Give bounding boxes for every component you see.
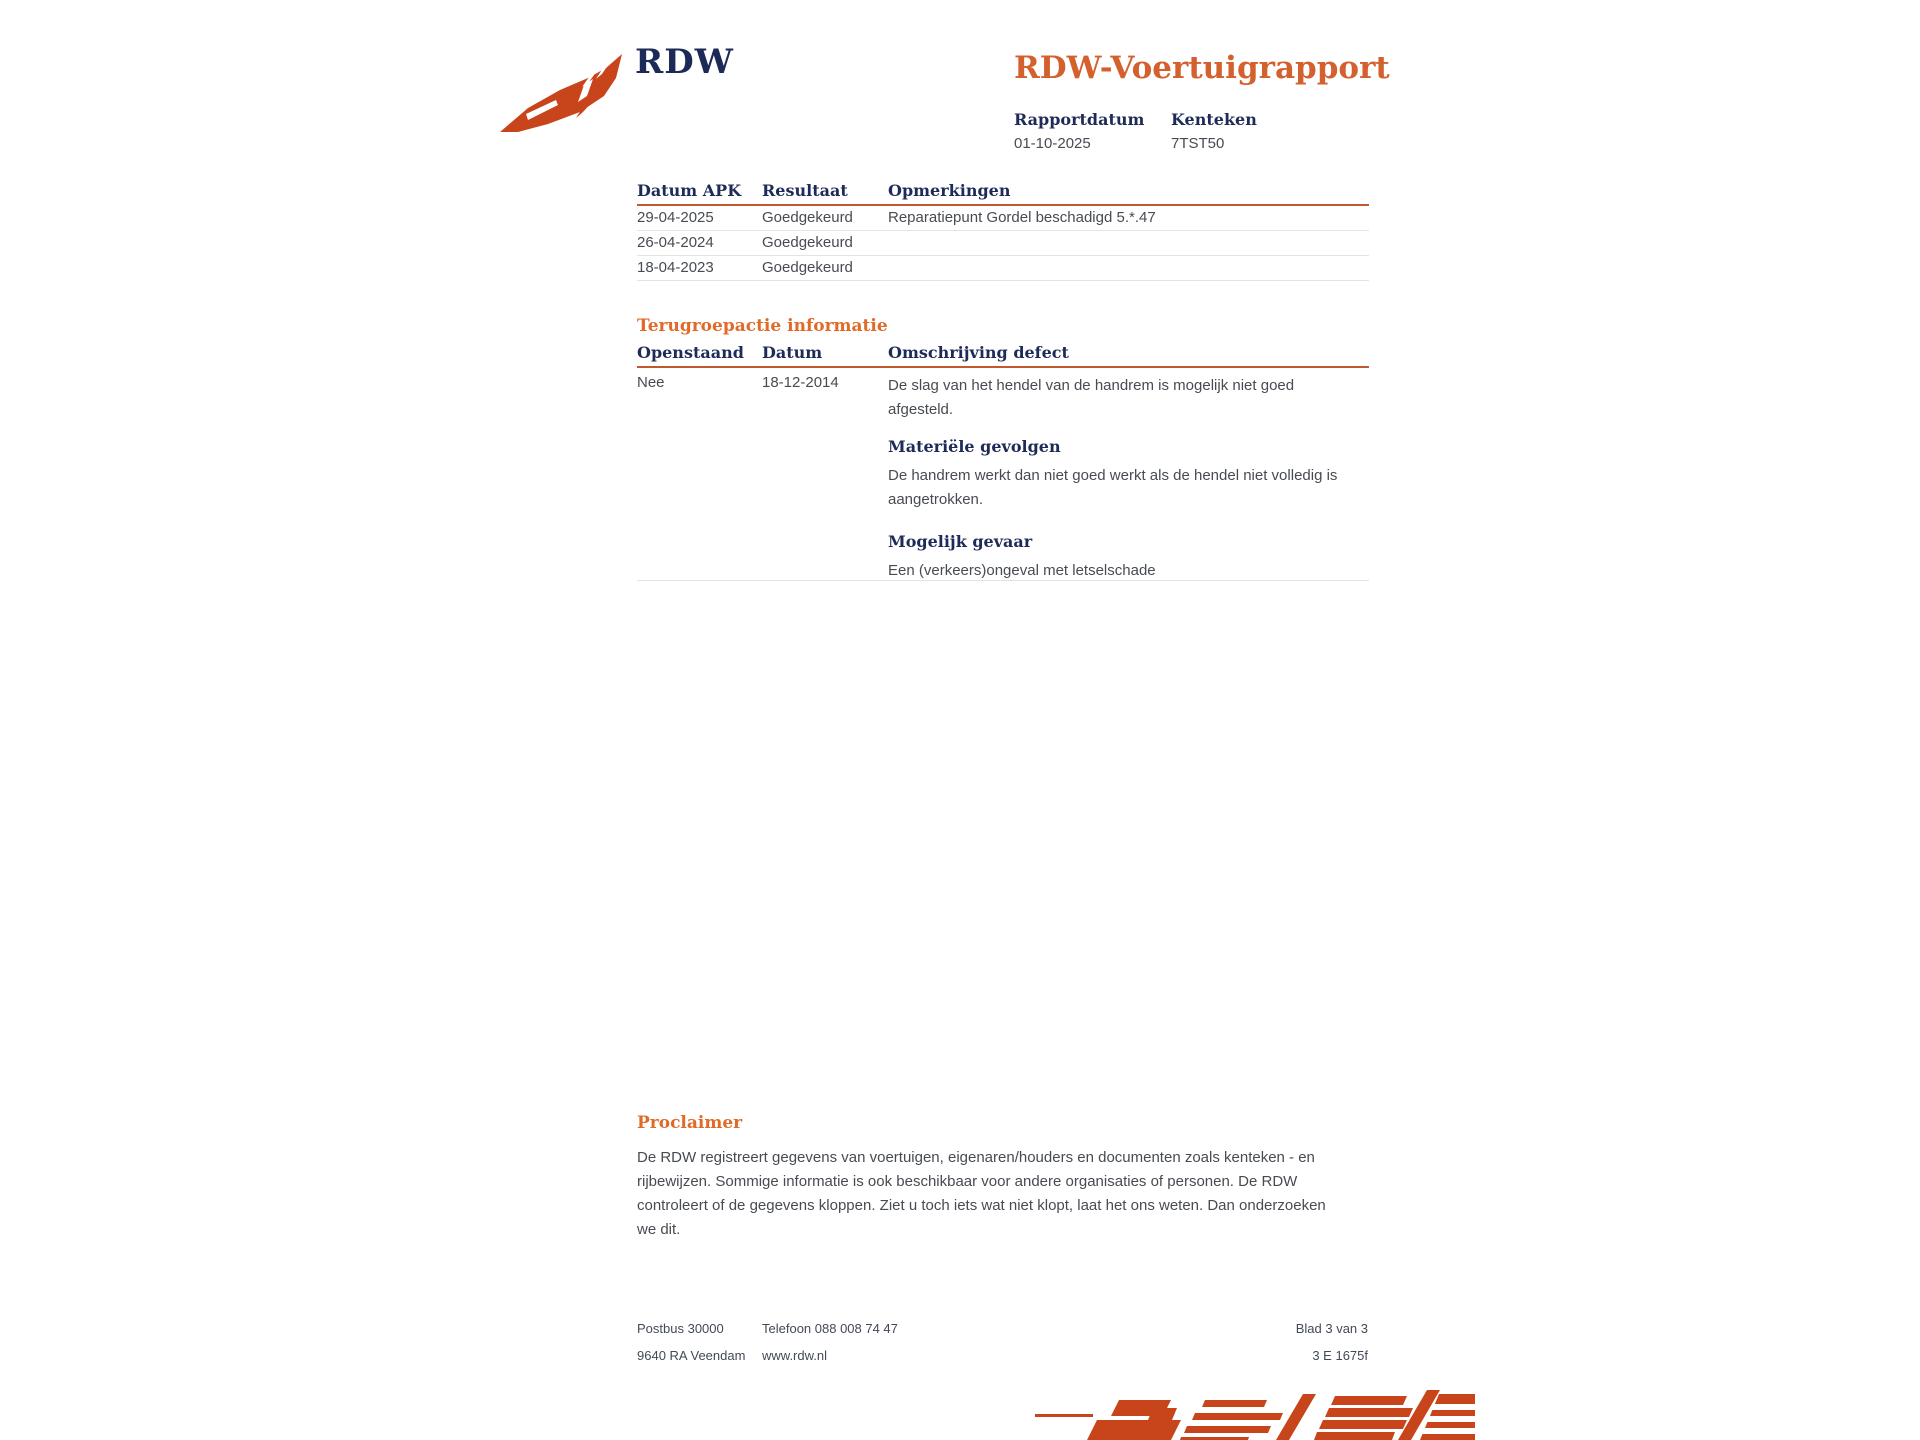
apk-table <box>637 181 1369 281</box>
footer-address-line2: 9640 RA Veendam <box>637 1348 746 1363</box>
footer-phone: Telefoon 088 008 74 47 <box>762 1321 898 1336</box>
apk-opmerkingen: Reparatiepunt Gordel beschadigd 5.*.47 <box>888 209 1156 226</box>
mogelijk-gevaar-text: Een (verkeers)ongeval met letselschade <box>888 562 1156 579</box>
footer-page-number: Blad 3 van 3 <box>1295 1321 1368 1336</box>
apk-header-resultaat: Resultaat <box>762 181 848 200</box>
kenteken-label: Kenteken <box>1171 110 1257 129</box>
materiele-gevolgen-block <box>888 437 1358 512</box>
apk-resultaat: Goedgekeurd <box>762 259 853 276</box>
kenteken-value: 7TST50 <box>1171 135 1225 152</box>
recall-omschrijving: De slag van het hendel van de handrem is mogelijk niet goed afgesteld. <box>888 377 1295 418</box>
rdw-speedmark-icon <box>1035 1388 1475 1440</box>
footer-doc-code: 3 E 1675f <box>1312 1348 1368 1363</box>
page-title: RDW-Voertuigrapport <box>1014 50 1390 86</box>
footer-pageinfo <box>968 1315 1368 1369</box>
mogelijk-gevaar-title: Mogelijk gevaar <box>888 532 1033 551</box>
table-row <box>637 368 1369 422</box>
apk-header-opmerkingen: Opmerkingen <box>888 181 1011 200</box>
footer-website: www.rdw.nl <box>762 1348 828 1363</box>
apk-datum: 26-04-2024 <box>637 234 714 251</box>
rdw-wordmark: RDW <box>635 42 734 82</box>
apk-datum: 29-04-2025 <box>637 209 714 226</box>
footer-address <box>637 1315 745 1369</box>
table-row <box>637 231 1369 256</box>
recall-table-header <box>637 343 1369 368</box>
apk-resultaat: Goedgekeurd <box>762 209 853 226</box>
mogelijk-gevaar-block <box>888 532 1358 583</box>
recall-header-openstaand: Openstaand <box>637 343 744 362</box>
recall-header-datum: Datum <box>762 343 823 362</box>
footer-contact <box>762 1315 898 1369</box>
recall-datum: 18-12-2014 <box>762 374 839 391</box>
apk-resultaat: Goedgekeurd <box>762 234 853 251</box>
table-row <box>637 206 1369 231</box>
footer-address-line1: Postbus 30000 <box>637 1321 724 1336</box>
rapportdatum-value: 01-10-2025 <box>1014 135 1091 152</box>
apk-header-datum: Datum APK <box>637 181 742 200</box>
recall-openstaand: Nee <box>637 374 665 391</box>
proclaimer-title: Proclaimer <box>637 1113 743 1133</box>
materiele-gevolgen-text: De handrem werkt dan niet goed werkt als de hendel niet volledig is aangetrokken. <box>888 467 1338 508</box>
rapportdatum-label: Rapportdatum <box>1014 110 1145 129</box>
recall-header-omschrijving: Omschrijving defect <box>888 343 1069 362</box>
materiele-gevolgen-title: Materiële gevolgen <box>888 437 1061 456</box>
table-row <box>637 256 1369 281</box>
rdw-feather-icon <box>498 52 628 132</box>
apk-table-header <box>637 181 1369 206</box>
recall-table <box>637 343 1369 422</box>
recall-section-title: Terugroepactie informatie <box>637 316 888 336</box>
proclaimer-text: De RDW registreert gegevens van voertuigen, eigenaren/houders en documenten zoals kenteken - en rijbewijzen. Sommige informatie is ook beschikbaar voor andere organisaties of personen. De RDW controleert of de gegevens kloppen. Ziet u toch iets wat niet klopt, laat het ons weten. Dan onderzoeken we dit. <box>637 1149 1326 1238</box>
apk-datum: 18-04-2023 <box>637 259 714 276</box>
recall-section-divider <box>637 580 1369 581</box>
